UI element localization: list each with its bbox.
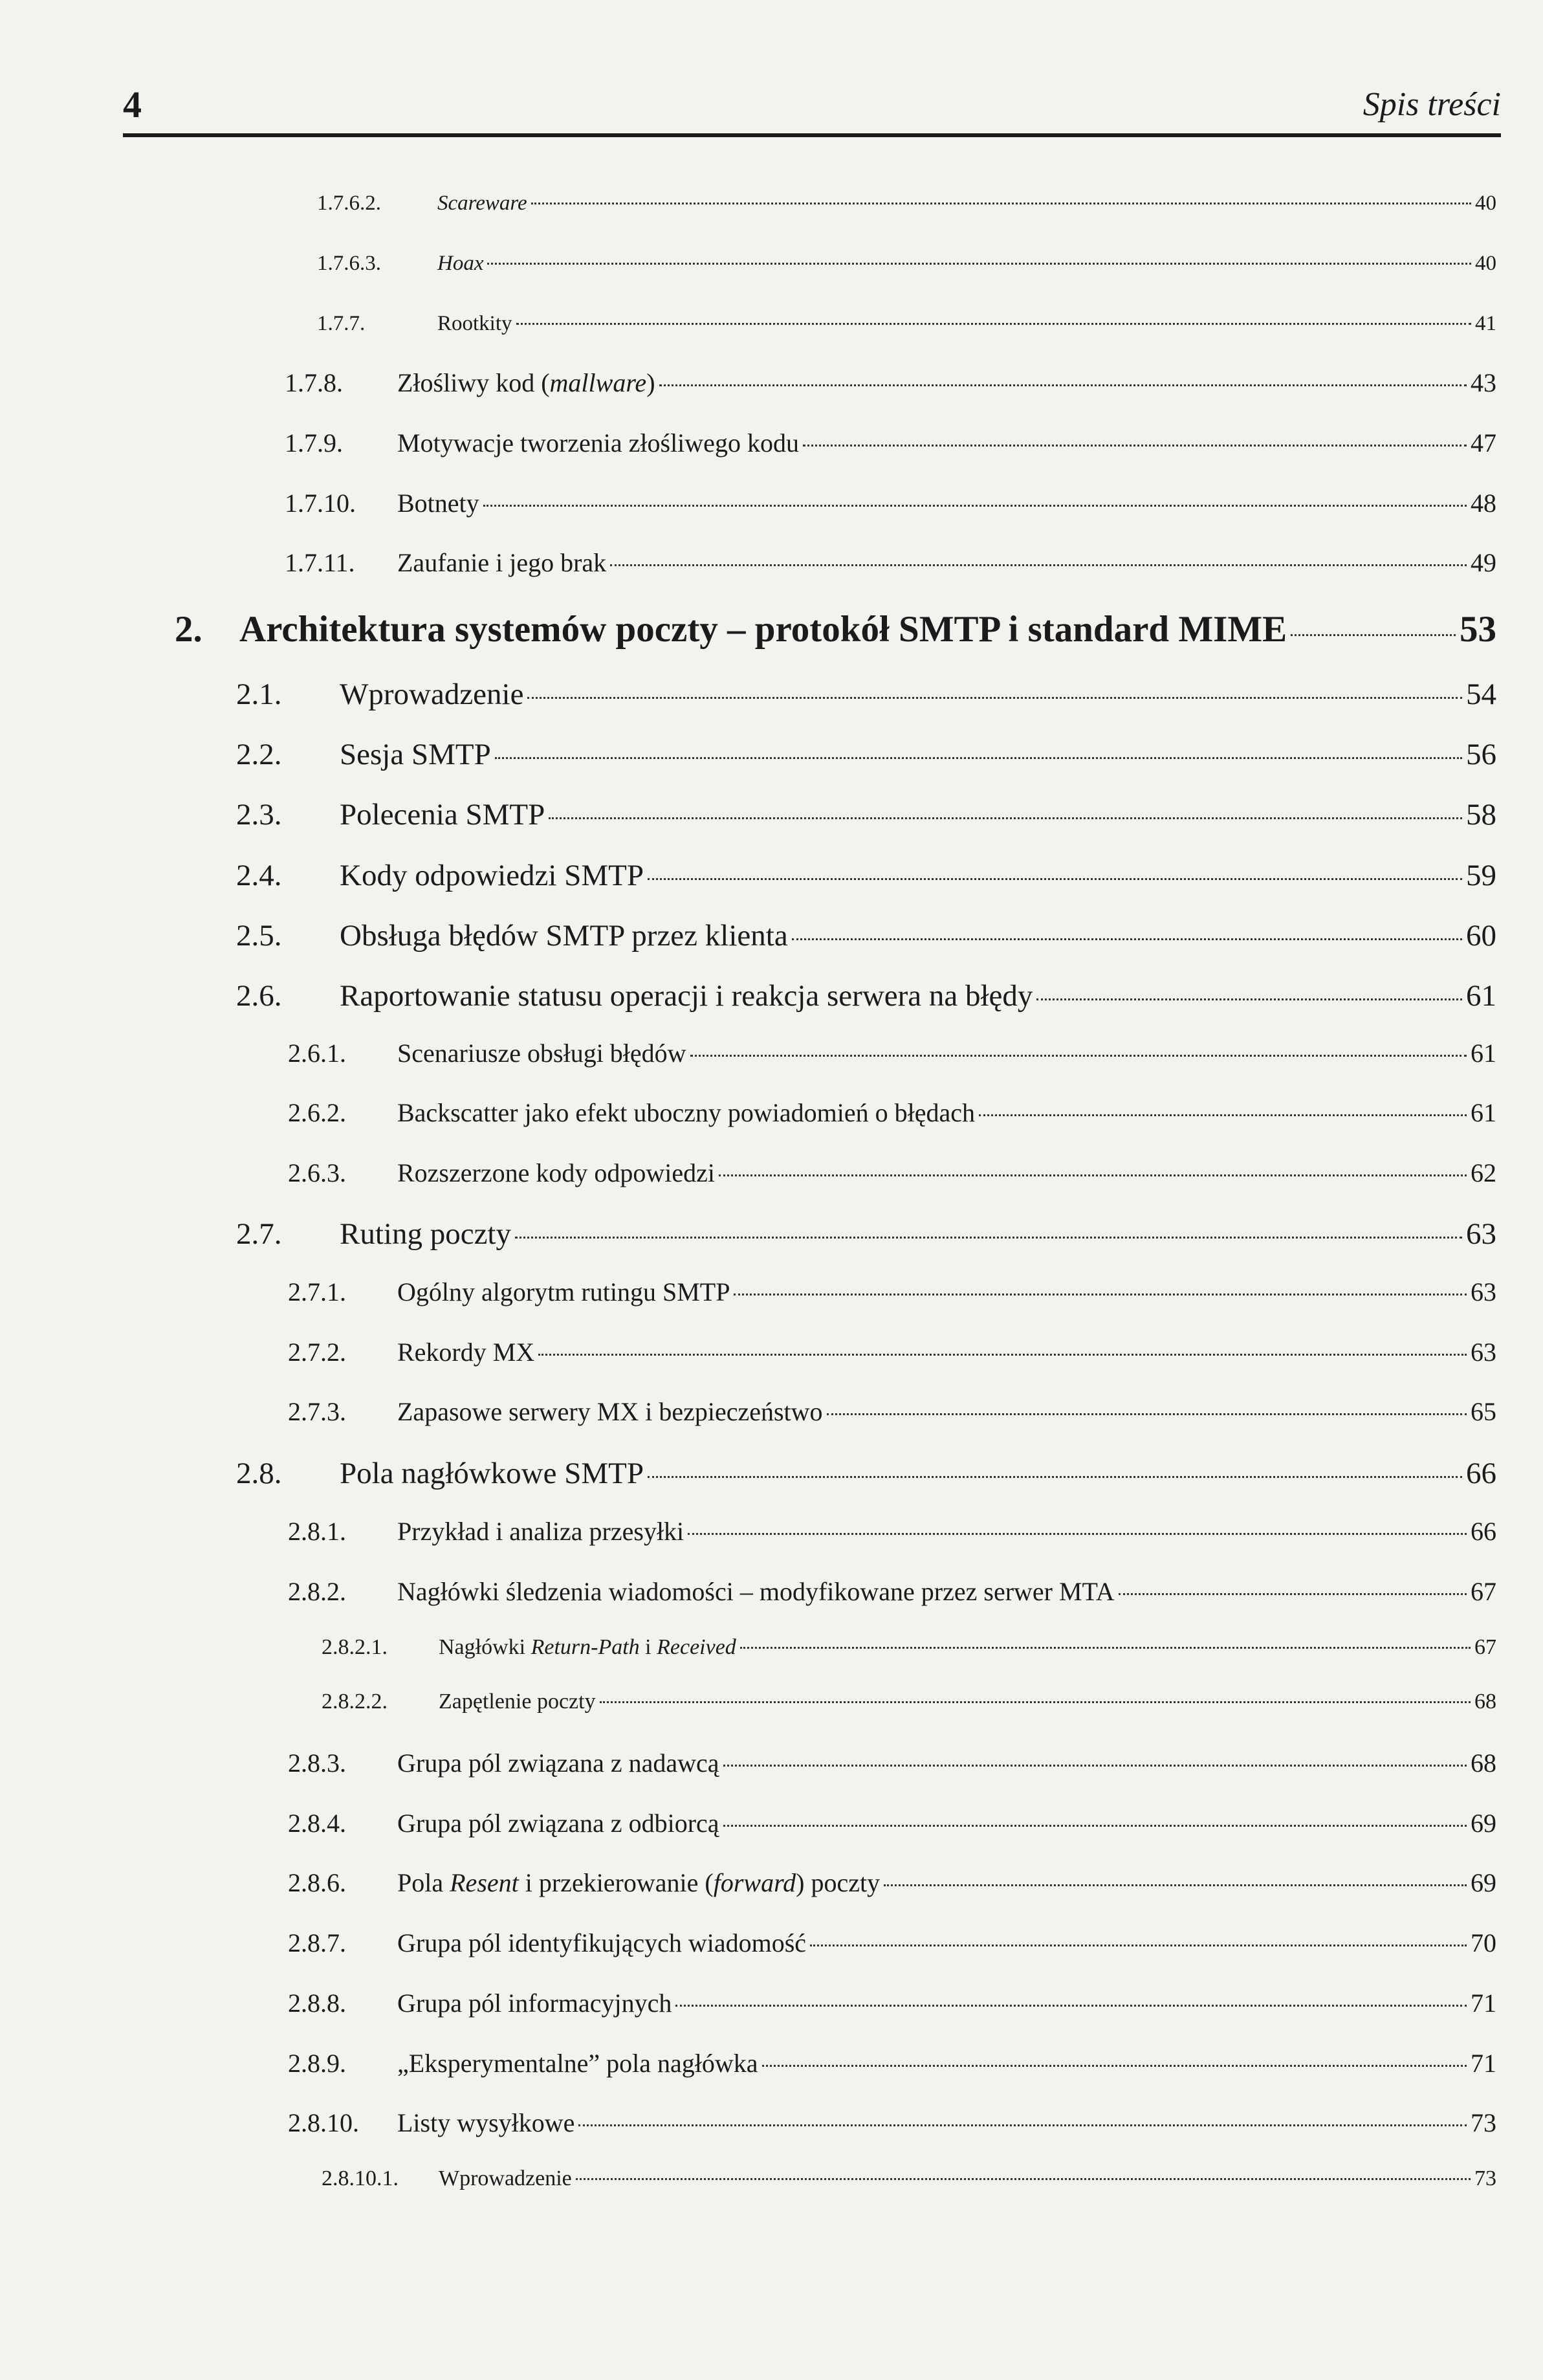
toc-entry-title: Sesja SMTP [340, 738, 491, 771]
toc-leader-dots [688, 1533, 1467, 1535]
toc-leader-dots [576, 2178, 1471, 2180]
toc-entry[interactable] [317, 252, 1496, 276]
toc-entry-title: „Eksperymentalne” pola nagłówka [397, 2049, 758, 2078]
toc-leader-dots [884, 1884, 1467, 1886]
toc-entry[interactable] [236, 978, 1496, 1013]
toc-entry[interactable] [288, 1868, 1496, 1898]
toc-leader-dots [803, 445, 1467, 446]
running-title: Spis treści [1362, 86, 1501, 123]
toc-entry-page: 63 [1471, 1338, 1496, 1367]
toc-entry-number: 2.8.3. [288, 1748, 346, 1778]
toc-leader-dots [719, 1174, 1467, 1176]
toc-entry-number: 2.3. [236, 798, 282, 832]
toc-entry[interactable] [288, 1277, 1496, 1307]
toc-entry-title: Hoax [437, 252, 484, 275]
toc-entry-title: Grupa pól identyfikujących wiadomość [397, 1928, 807, 1957]
toc-leader-dots [531, 203, 1471, 204]
toc-entry-number: 2.8.1. [288, 1517, 346, 1546]
toc-entry-page: 59 [1466, 859, 1496, 892]
toc-entry-page: 69 [1471, 1868, 1496, 1897]
toc-entry-number: 2.8.9. [288, 2049, 346, 2078]
toc-entry-number: 2.8.7. [288, 1928, 346, 1957]
toc-entry[interactable] [288, 2048, 1496, 2078]
toc-entry[interactable] [285, 488, 1496, 518]
toc-entry-page: 63 [1471, 1277, 1496, 1306]
page-number: 4 [123, 83, 142, 126]
toc-entry-page: 53 [1460, 609, 1496, 650]
toc-entry-title: Raportowanie statusu operacji i reakcja serwera na błędy [340, 979, 1033, 1013]
toc-entry-title: Pola nagłówkowe SMTP [340, 1457, 644, 1490]
toc-entry-page: 68 [1471, 1748, 1496, 1778]
toc-entry-number: 2.1. [236, 678, 282, 711]
toc-leader-dots [734, 1294, 1467, 1295]
toc-entry-title: Rekordy MX [397, 1338, 535, 1367]
header-rule [123, 133, 1501, 137]
toc-leader-dots [1036, 998, 1462, 1000]
toc-entry-page: 58 [1466, 798, 1496, 832]
toc-entry-number: 2.6. [236, 979, 282, 1013]
toc-leader-dots [792, 938, 1462, 940]
toc-leader-dots [495, 757, 1462, 759]
toc-entry-number: 2.8.6. [288, 1868, 346, 1897]
toc-entry-page: 66 [1466, 1457, 1496, 1490]
toc-leader-dots [549, 817, 1462, 819]
toc-entry-number: 1.7.11. [285, 548, 355, 577]
toc-entry[interactable] [236, 1456, 1496, 1491]
toc-entry-title: Listy wysyłkowe [397, 2108, 575, 2137]
page-header [123, 76, 1501, 135]
toc-entry-page: 41 [1475, 312, 1496, 335]
toc-entry-number: 2.8.2. [288, 1577, 346, 1606]
toc-entry-number: 1.7.9. [285, 428, 343, 457]
toc-entry-title: Ruting poczty [340, 1217, 511, 1251]
toc-entry-title: Ogólny algorytm rutingu SMTP [397, 1277, 730, 1306]
toc-entry[interactable] [236, 677, 1496, 712]
toc-entry-title: Architektura systemów poczty – protokół SMTP i standard MIME [239, 609, 1287, 650]
toc-leader-dots [610, 564, 1467, 566]
toc-leader-dots [675, 2005, 1467, 2007]
toc-entry-page: 67 [1474, 1635, 1496, 1659]
toc-entry-page: 49 [1471, 548, 1496, 577]
toc-leader-dots [516, 323, 1471, 325]
toc-entry-title: Rootkity [437, 312, 512, 335]
toc-entry-number: 2.8.4. [288, 1809, 346, 1838]
toc-entry-page: 61 [1471, 1039, 1496, 1068]
toc-leader-dots [690, 1055, 1467, 1057]
toc-entry-number: 1.7.6.3. [317, 252, 381, 275]
toc-entry[interactable] [288, 1097, 1496, 1128]
toc-entry-number: 2.7.2. [288, 1338, 346, 1367]
toc-entry-title: Backscatter jako efekt uboczny powiadomień o błędach [397, 1098, 975, 1127]
toc-entry[interactable] [317, 192, 1496, 215]
toc-entry-page: 65 [1471, 1397, 1496, 1426]
toc-entry-title: Polecenia SMTP [340, 798, 545, 832]
toc-entry-number: 2.7.1. [288, 1277, 346, 1306]
toc-entry-title: Grupa pól związana z nadawcą [397, 1748, 719, 1778]
toc-entry[interactable] [322, 1690, 1496, 1714]
toc-entry[interactable] [236, 737, 1496, 772]
toc-entry-title: Pola Resent i przekierowanie (forward) poczty [397, 1868, 881, 1897]
toc-entry-title: Rozszerzone kody odpowiedzi [397, 1158, 715, 1187]
toc-entry-title: Botnety [397, 489, 479, 518]
toc-entry-page: 56 [1466, 738, 1496, 771]
toc-entry-page: 71 [1471, 2049, 1496, 2078]
toc-leader-dots [515, 1237, 1462, 1239]
toc-entry-page: 73 [1474, 2166, 1496, 2190]
toc-entry[interactable] [288, 1396, 1496, 1427]
toc-leader-dots [527, 697, 1462, 699]
toc-entry-title: Grupa pól związana z odbiorcą [397, 1809, 719, 1838]
toc-entry[interactable] [236, 797, 1496, 832]
toc-entry[interactable] [288, 1337, 1496, 1367]
toc-entry[interactable] [322, 2166, 1496, 2191]
toc-entry[interactable] [175, 608, 1496, 650]
toc-entry-page: 67 [1471, 1577, 1496, 1606]
toc-leader-dots [810, 1945, 1467, 1946]
toc-entry-page: 40 [1475, 192, 1496, 215]
toc-entry-title: Zapętlenie poczty [439, 1690, 596, 1713]
toc-leader-dots [600, 1701, 1471, 1703]
toc-entry[interactable] [288, 1988, 1496, 2018]
toc-entry-number: 2. [175, 609, 202, 650]
toc-entry-number: 1.7.10. [285, 489, 356, 518]
toc-entry-title: Obsługa błędów SMTP przez klienta [340, 919, 788, 953]
toc-entry-page: 69 [1471, 1809, 1496, 1838]
toc-leader-dots [659, 384, 1467, 386]
toc-leader-dots [762, 2065, 1467, 2067]
toc-leader-dots [648, 878, 1462, 880]
toc-leader-dots [483, 505, 1467, 507]
toc-entry-title: Zapasowe serwery MX i bezpieczeństwo [397, 1397, 823, 1426]
toc-entry[interactable] [322, 1635, 1496, 1660]
toc-entry-number: 2.4. [236, 859, 282, 892]
toc-leader-dots [827, 1413, 1467, 1415]
toc-entry[interactable] [288, 1038, 1496, 1068]
toc-entry-number: 2.2. [236, 738, 282, 771]
toc-entry-page: 63 [1466, 1217, 1496, 1251]
toc-entry-page: 48 [1471, 489, 1496, 518]
toc-entry[interactable] [285, 368, 1496, 398]
toc-entry[interactable] [288, 1928, 1496, 1958]
toc-leader-dots [1119, 1593, 1467, 1595]
toc-entry-number: 1.7.7. [317, 312, 366, 335]
toc-entry-number: 2.6.3. [288, 1158, 346, 1187]
toc-entry-page: 71 [1471, 1989, 1496, 2018]
toc-entry[interactable] [285, 547, 1496, 578]
toc-entry-title: Przykład i analiza przesyłki [397, 1517, 684, 1546]
toc-entry[interactable] [236, 1217, 1496, 1251]
toc-entry-number: 2.8. [236, 1457, 282, 1490]
toc-entry-number: 1.7.8. [285, 368, 343, 397]
toc-entry-page: 66 [1471, 1517, 1496, 1546]
toc-entry-page: 40 [1475, 252, 1496, 275]
toc-entry-title: Scareware [437, 192, 527, 215]
toc-leader-dots [723, 1765, 1467, 1767]
toc-entry-title: Kody odpowiedzi SMTP [340, 859, 644, 892]
toc-entry-title: Zaufanie i jego brak [397, 548, 607, 577]
toc-leader-dots [740, 1647, 1471, 1649]
toc-entry[interactable] [236, 858, 1496, 893]
toc-entry-title: Motywacje tworzenia złośliwego kodu [397, 428, 799, 457]
toc-entry-number: 2.8.2.1. [322, 1635, 388, 1659]
toc-entry-page: 61 [1471, 1098, 1496, 1127]
toc-entry-page: 62 [1471, 1158, 1496, 1187]
toc-entry-title: Wprowadzenie [340, 678, 524, 711]
toc-leader-dots [979, 1114, 1467, 1116]
toc-entry-page: 47 [1471, 428, 1496, 457]
toc-leader-dots [538, 1354, 1467, 1356]
toc-entry[interactable] [285, 428, 1496, 458]
toc-entry-number: 1.7.6.2. [317, 192, 381, 215]
toc-entry-page: 73 [1471, 2108, 1496, 2137]
toc-entry-number: 2.6.1. [288, 1039, 346, 1068]
toc-entry-title: Złośliwy kod (mallware) [397, 368, 655, 397]
toc-entry[interactable] [236, 918, 1496, 953]
toc-entry[interactable] [288, 1576, 1496, 1607]
toc-entry-page: 54 [1466, 678, 1496, 711]
toc-entry-number: 2.5. [236, 919, 282, 953]
toc-leader-dots [578, 2124, 1467, 2126]
toc-entry[interactable] [288, 2108, 1496, 2138]
toc-leader-dots [487, 263, 1471, 265]
toc-entry-page: 68 [1474, 1690, 1496, 1713]
toc-entry-number: 2.7. [236, 1217, 282, 1251]
toc-entry-number: 2.8.10.1. [322, 2166, 399, 2190]
toc-entry-title: Scenariusze obsługi błędów [397, 1039, 686, 1068]
toc-entry-page: 61 [1466, 979, 1496, 1013]
toc-entry[interactable] [288, 1748, 1496, 1778]
toc-leader-dots [723, 1825, 1467, 1827]
toc-entry-number: 2.8.2.2. [322, 1690, 388, 1713]
toc-entry-title: Wprowadzenie [439, 2166, 572, 2190]
toc-entry[interactable] [288, 1808, 1496, 1838]
toc-leader-dots [648, 1476, 1462, 1478]
toc-entry-number: 2.7.3. [288, 1397, 346, 1426]
toc-entry-title: Grupa pól informacyjnych [397, 1989, 672, 2018]
toc-entry-number: 2.8.8. [288, 1989, 346, 2018]
toc-entry-page: 60 [1466, 919, 1496, 953]
toc-entry-title: Nagłówki śledzenia wiadomości – modyfikowane przez serwer MTA [397, 1577, 1115, 1606]
toc-entry-number: 2.8.10. [288, 2108, 359, 2137]
toc-entry-number: 2.6.2. [288, 1098, 346, 1127]
toc-entry-title: Nagłówki Return-Path i Received [439, 1635, 736, 1659]
toc-entry[interactable] [288, 1158, 1496, 1188]
toc-entry-page: 70 [1471, 1928, 1496, 1957]
toc-entry[interactable] [317, 312, 1496, 336]
toc-entry[interactable] [288, 1516, 1496, 1547]
toc-leader-dots [1291, 634, 1456, 636]
toc-entry-page: 43 [1471, 368, 1496, 397]
